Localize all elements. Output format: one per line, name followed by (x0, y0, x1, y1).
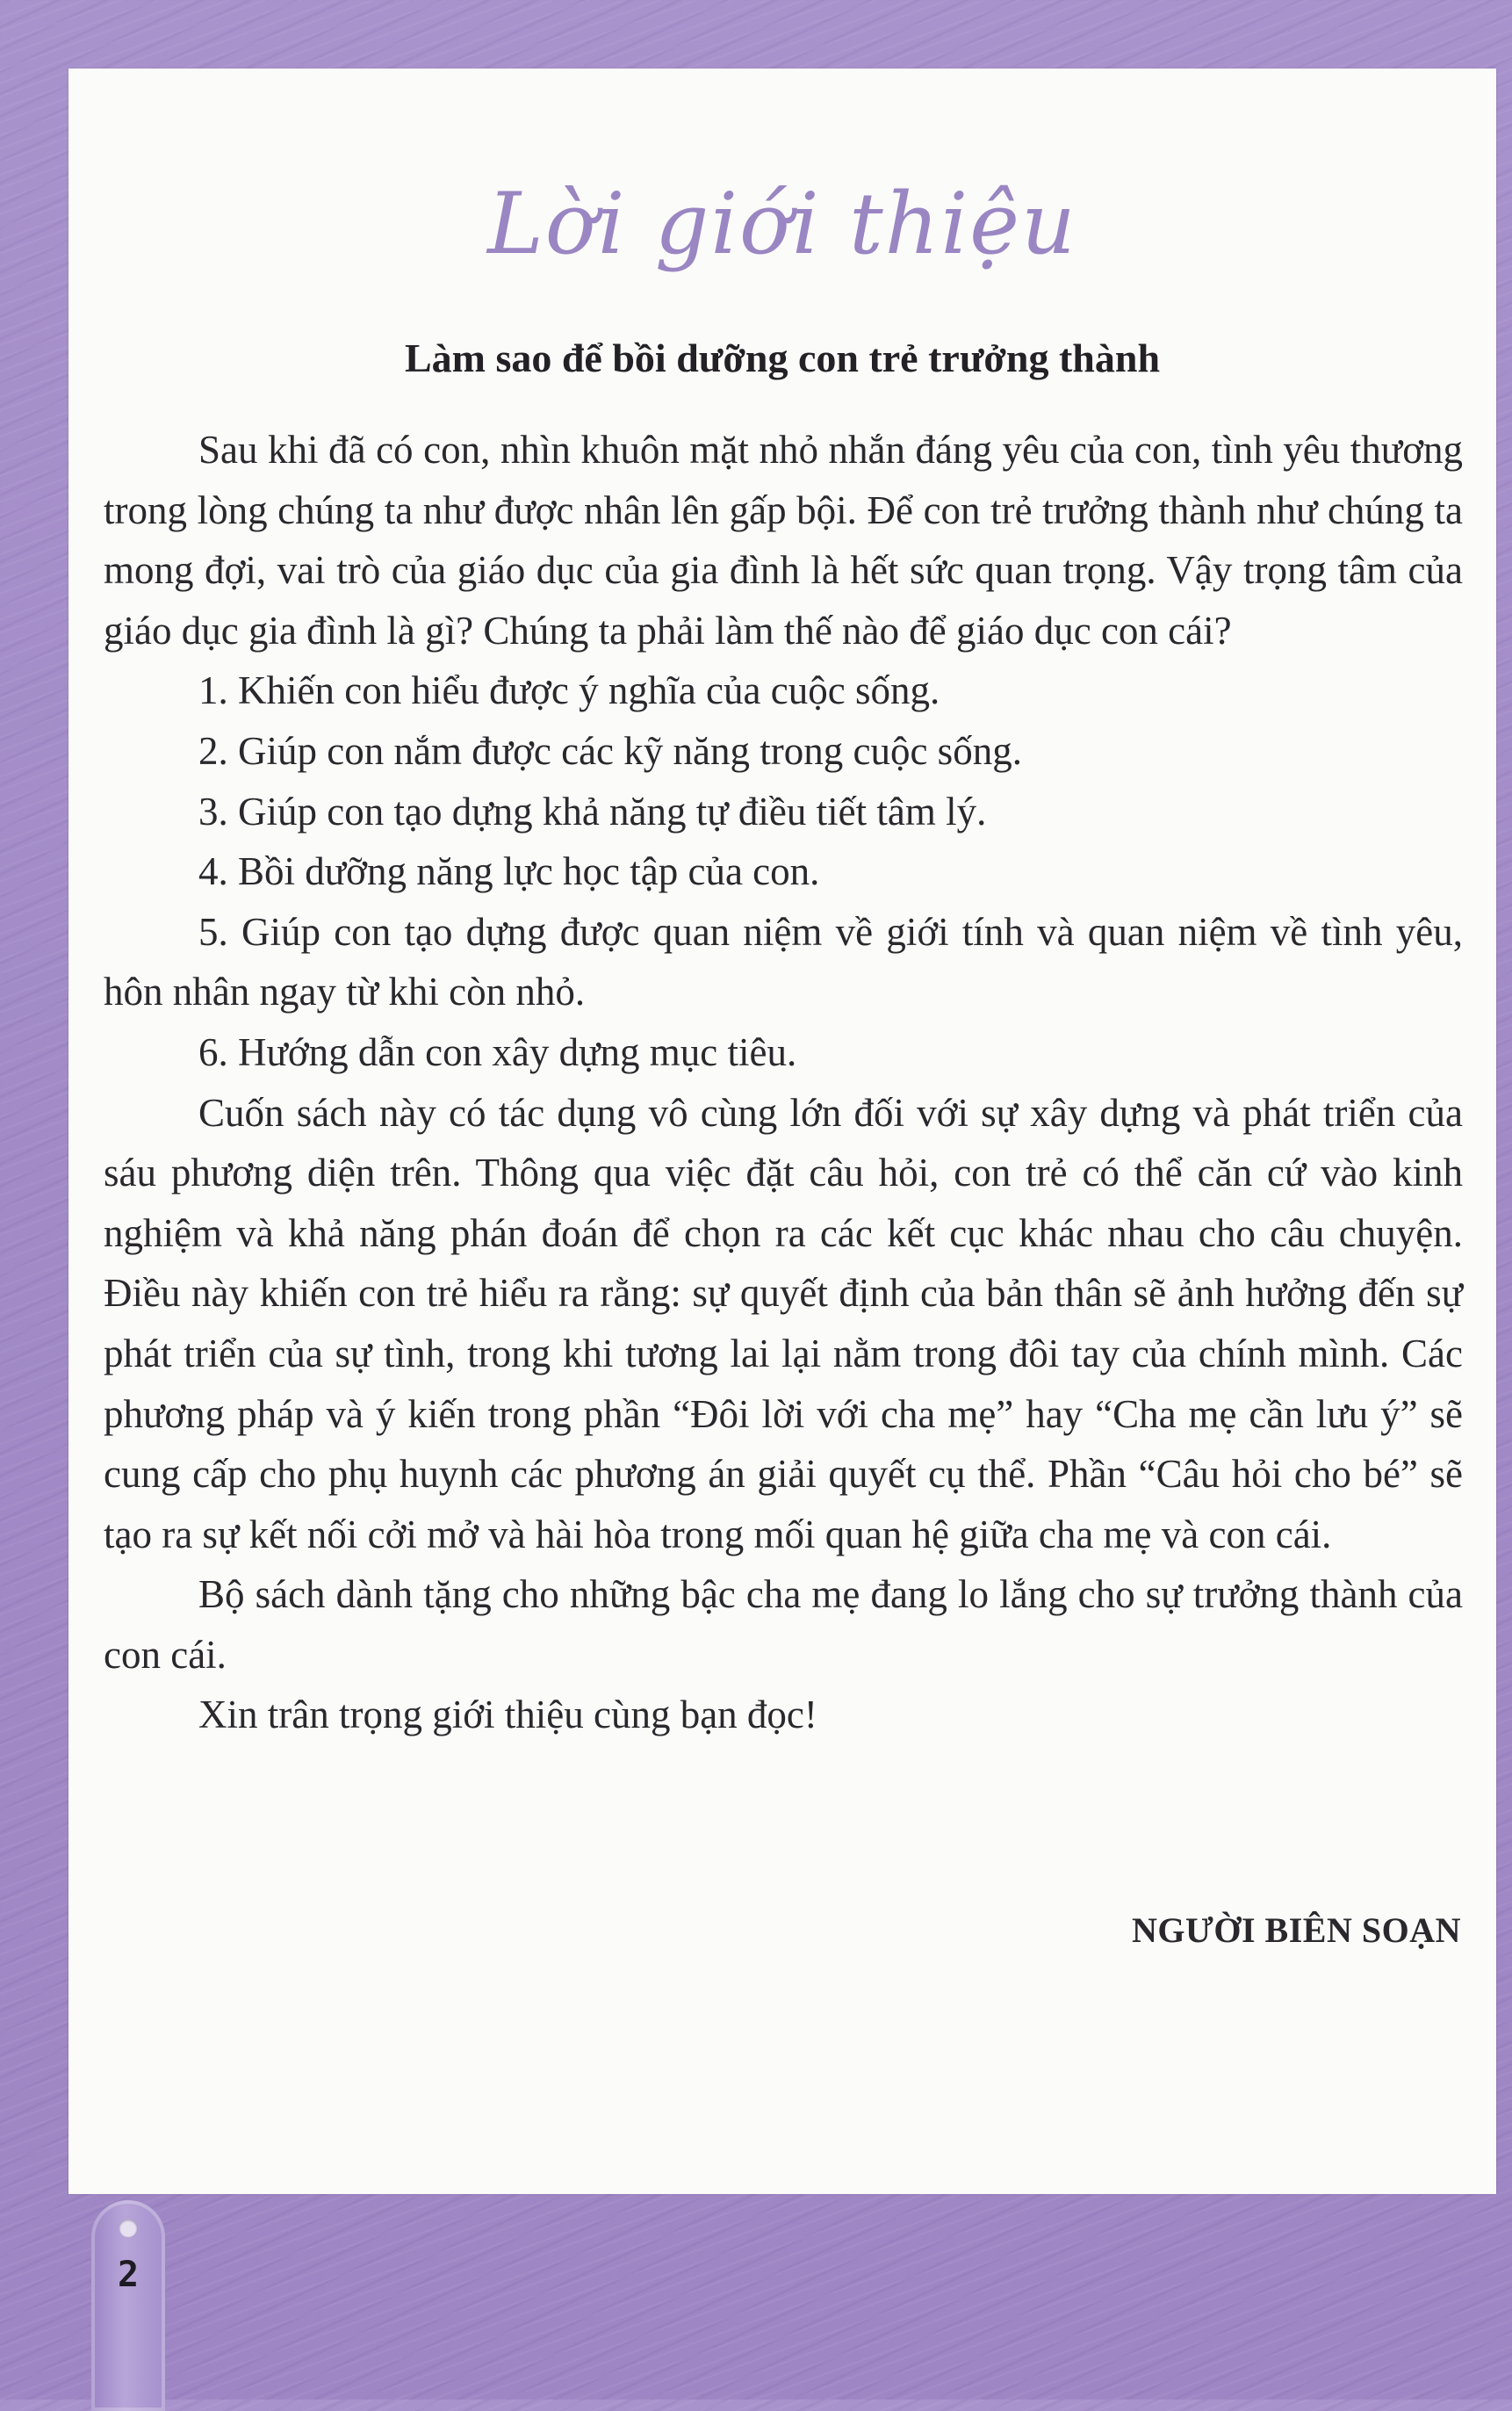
closing-line: Xin trân trọng giới thiệu cùng bạn đọc! (198, 1693, 817, 1737)
dedication-paragraph: Bộ sách dành tặng cho những bậc cha mẹ đang lo lắng cho sự trưởng thành của con cái. (104, 1572, 1463, 1677)
page-number: 2 (117, 2255, 140, 2295)
intro-paragraph: Sau khi đã có con, nhìn khuôn mặt nhỏ nhắn đáng yêu của con, tình yêu thương trong lòng chúng ta như được nhân lên gấp bội. Để con trẻ trưởng thành như chúng ta mong đợi, vai trò của giáo dục của gia đình là hết sức quan trọng. Vậy trọng tâm của giáo dục gia đình là gì? Chúng ta phải làm thế nào để giáo dục con cái? (104, 428, 1463, 653)
page-heading: Lời giới thiệu (487, 175, 1077, 273)
page-panel (68, 69, 1496, 2194)
page-subtitle: Làm sao để bồi dưỡng con trẻ trưởng thành (404, 336, 1161, 380)
body-text (104, 420, 1463, 1745)
list-item: 1. Khiến con hiểu được ý nghĩa của cuộc sống. (198, 668, 940, 713)
page-number-tab (91, 2200, 165, 2411)
list-item: 2. Giúp con nắm được các kỹ năng trong cuộc sống. (198, 728, 1022, 773)
author-signature: NGƯỜI BIÊN SOẠN (1132, 1910, 1461, 1950)
list-item: 6. Hướng dẫn con xây dựng mục tiêu. (198, 1029, 797, 1074)
list-item: 3. Giúp con tạo dựng khả năng tự điều tiết tâm lý. (198, 789, 987, 834)
body-paragraph: Cuốn sách này có tác dụng vô cùng lớn đối với sự xây dựng và phát triển của sáu phương diện trên. Thông qua việc đặt câu hỏi, con trẻ có thể căn cứ vào kinh nghiệm và khả năng phán đoán để chọn ra các kết cục khác nhau cho câu chuyện. Điều này khiến con trẻ hiểu ra rằng: sự quyết định của bản thân sẽ ảnh hưởng đến sự phát triển của sự tình, trong khi tương lai lại nằm trong đôi tay của chính mình. Các phương pháp và ý kiến trong phần “Đôi lời với cha mẹ” hay “Cha mẹ cần lưu ý” sẽ cung cấp cho phụ huynh các phương án giải quyết cụ thể. Phần “Câu hỏi cho bé” sẽ tạo ra sự kết nối cởi mở và hài hòa trong mối quan hệ giữa cha mẹ và con cái. (104, 1090, 1463, 1556)
list-item: 4. Bồi dưỡng năng lực học tập của con. (198, 849, 820, 894)
tab-hole-icon (119, 2220, 137, 2237)
list-item: 5. Giúp con tạo dựng được quan niệm về giới tính và quan niệm về tình yêu, hôn nhân ngay từ khi còn nhỏ. (104, 909, 1463, 1014)
